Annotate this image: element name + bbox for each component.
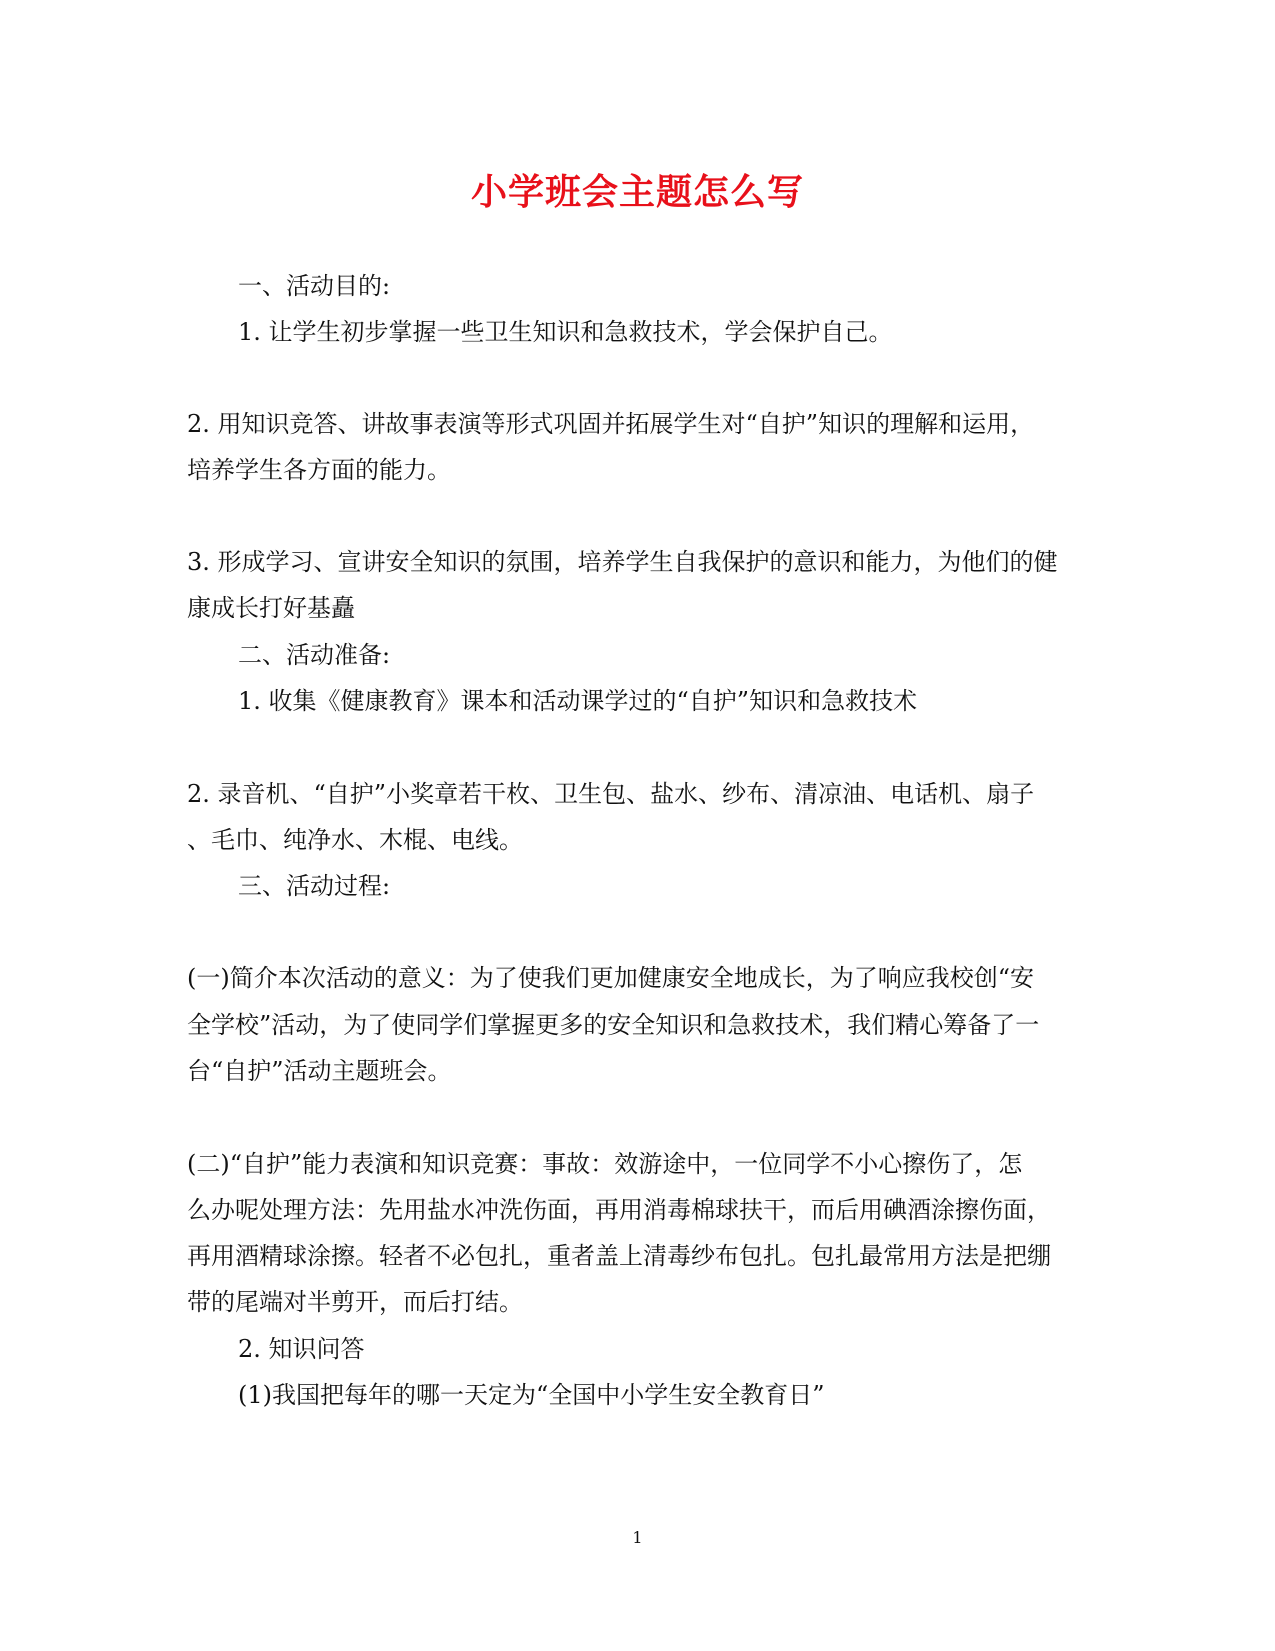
paragraph-line: (一)简介本次活动的意义：为了使我们更加健康安全地成长，为了响应我校创“安 — [187, 964, 1034, 992]
paragraph-line: 2. 用知识竞答、讲故事表演等形式巩固并拓展学生对“自护”知识的理解和运用， — [187, 410, 1035, 438]
paragraph-line: 台“自护”活动主题班会。 — [187, 1057, 452, 1085]
paragraph-line: 么办呢处理方法：先用盐水冲洗伤面，再用消毒棉球扶干，而后用碘酒涂擦伤面， — [187, 1196, 1051, 1224]
paragraph-line: 2. 录音机、“自护”小奖章若干枚、卫生包、盐水、纱布、清凉油、电话机、扇子 — [187, 780, 1035, 808]
section-heading-purpose: 一、活动目的: — [238, 272, 391, 300]
paragraph-line: 全学校”活动，为了使同学们掌握更多的安全知识和急救技术，我们精心筹备了一 — [187, 1011, 1040, 1039]
paragraph-line: 培养学生各方面的能力。 — [187, 456, 451, 484]
paragraph-line: (二)“自护”能力表演和知识竞赛：事故：效游途中，一位同学不小心擦伤了，怎 — [187, 1150, 1023, 1178]
paragraph-line: 带的尾端对半剪开，而后打结。 — [187, 1288, 523, 1316]
paragraph-line: 、毛巾、纯净水、木棍、电线。 — [187, 826, 523, 854]
paragraph-line: 1. 收集《健康教育》课本和活动课学过的“自护”知识和急救技术 — [238, 687, 918, 715]
document-title: 小学班会主题怎么写 — [470, 171, 804, 213]
paragraph-line: 1. 让学生初步掌握一些卫生知识和急救技术，学会保护自己。 — [238, 318, 893, 346]
paragraph-line: 再用酒精球涂擦。轻者不必包扎，重者盖上清毒纱布包扎。包扎最常用方法是把绷 — [187, 1242, 1051, 1270]
subsection-heading-quiz: 2. 知识问答 — [238, 1335, 365, 1363]
paragraph-line: 3. 形成学习、宣讲安全知识的氛围，培养学生自我保护的意识和能力，为他们的健 — [187, 548, 1058, 576]
paragraph-line: 康成长打好基矗 — [187, 594, 355, 622]
section-heading-process: 三、活动过程: — [238, 872, 391, 900]
section-heading-preparation: 二、活动准备: — [238, 641, 391, 669]
page-number: 1 — [632, 1528, 643, 1547]
paragraph-line: (1)我国把每年的哪一天定为“全国中小学生安全教育日” — [238, 1381, 825, 1409]
